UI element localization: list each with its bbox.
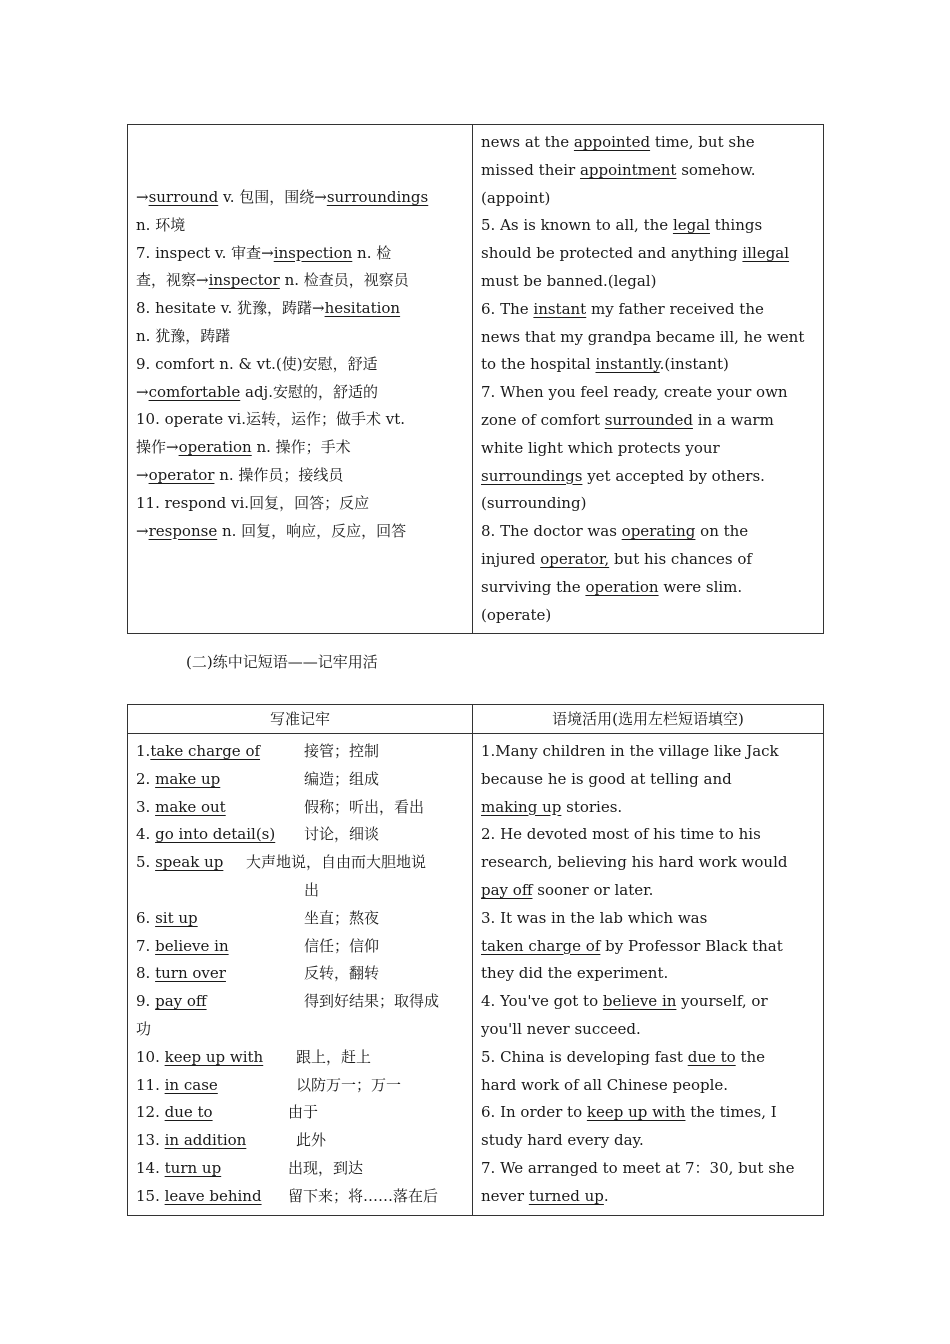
word-line: →response n. 回复，响应，反应，回答 bbox=[136, 521, 407, 540]
sentence-line: 5. As is known to all, the legal things bbox=[481, 216, 763, 235]
sentence-line: 7. When you feel ready, create your own bbox=[481, 383, 788, 402]
word-line: 10. operate vi.运转，运作；做手术 vt. bbox=[136, 410, 405, 429]
header-left: 写准记牢 bbox=[128, 705, 473, 734]
sentence-line: 6. The instant my father received the bbox=[481, 299, 764, 318]
word-line: 8. hesitate v. 犹豫，踌躇→hesitation bbox=[136, 299, 401, 318]
sentence-line: taken charge of by Professor Black that bbox=[481, 936, 783, 955]
sentence-line: (appoint) bbox=[481, 188, 551, 207]
phrase-column bbox=[128, 734, 473, 1216]
word-line: 查，视察→inspector n. 检查员，视察员 bbox=[136, 271, 409, 290]
phrase-item: 10. keep up with 跟上，赶上 bbox=[136, 1047, 372, 1066]
sentence-line: 5. China is developing fast due to the bbox=[481, 1047, 766, 1066]
vocabulary-table bbox=[127, 124, 824, 634]
phrase-item: 13. in addition 此外 bbox=[136, 1131, 327, 1150]
sentence-line: 6. In order to keep up with the times, I bbox=[481, 1103, 777, 1122]
phrase-item: 14. turn up 出现，到达 bbox=[136, 1158, 364, 1177]
phrase-item: 3. make out 假称；听出，看出 bbox=[136, 797, 425, 816]
phrase-table bbox=[127, 704, 824, 1216]
sentence-line: surviving the operation were slim. bbox=[481, 577, 743, 596]
word-line: →surround v. 包围，围绕→surroundings bbox=[136, 188, 429, 206]
sentence-line: zone of comfort surrounded in a warm bbox=[481, 410, 774, 429]
sentence-line: 2. He devoted most of his time to his bbox=[481, 825, 761, 844]
phrase-item: 出 bbox=[304, 880, 320, 899]
phrase-item: 15. leave behind 留下来；将……落在后 bbox=[136, 1186, 439, 1205]
word-line: →comfortable adj.安慰的，舒适的 bbox=[136, 382, 378, 401]
sentence-line: hard work of all Chinese people. bbox=[481, 1075, 729, 1094]
sentence-line: to the hospital instantly.(instant) bbox=[481, 355, 729, 374]
word-line: n. 环境 bbox=[136, 215, 186, 234]
header-right: 语境活用(选用左栏短语填空) bbox=[473, 705, 824, 734]
phrase-item: 4. go into detail(s) 讨论，细谈 bbox=[136, 825, 380, 844]
sentence-line: you'll never succeed. bbox=[481, 1019, 641, 1038]
sentence-line: must be banned.(legal) bbox=[481, 271, 657, 290]
sentence-line: pay off sooner or later. bbox=[481, 880, 654, 899]
sentence-line: surroundings yet accepted by others. bbox=[481, 466, 765, 485]
sentence-line: they did the experiment. bbox=[481, 964, 669, 983]
word-family-column bbox=[128, 125, 473, 634]
sentence-line: missed their appointment somehow. bbox=[481, 160, 756, 179]
sentence-line: study hard every day. bbox=[481, 1131, 644, 1150]
section-heading: (二)练中记短语——记牢用活 bbox=[186, 653, 378, 671]
sentence-line: 7. We arranged to meet at 7：30, but she bbox=[481, 1158, 795, 1177]
sentence-line: 1.Many children in the village like Jack bbox=[481, 742, 779, 760]
word-line: n. 犹豫，踌躇 bbox=[136, 326, 231, 345]
phrase-item: 11. in case 以防万一；万一 bbox=[136, 1075, 402, 1094]
context-column bbox=[473, 734, 824, 1216]
word-line: →operator n. 操作员；接线员 bbox=[136, 465, 344, 484]
phrase-item: 1.take charge of 接管；控制 bbox=[136, 742, 380, 760]
word-line: 操作→operation n. 操作；手术 bbox=[136, 438, 351, 457]
sentence-line: making up stories. bbox=[481, 797, 623, 816]
sentence-line: 8. The doctor was operating on the bbox=[481, 522, 749, 541]
phrase-item: 7. believe in 信任；信仰 bbox=[136, 936, 380, 955]
word-line: 11. respond vi.回复，回答；反应 bbox=[136, 493, 370, 512]
phrase-item: 2. make up 编造；组成 bbox=[136, 769, 380, 788]
sentence-line: 4. You've got to believe in yourself, or bbox=[481, 992, 768, 1011]
phrase-item: 6. sit up 坐直；熬夜 bbox=[136, 908, 380, 927]
sentence-line: because he is good at telling and bbox=[481, 769, 732, 788]
sentence-line: should be protected and anything illegal bbox=[481, 244, 790, 263]
phrase-item: 9. pay off 得到好结果；取得成 bbox=[136, 992, 440, 1011]
sentence-line: injured operator, but his chances of bbox=[481, 549, 752, 568]
word-line: 9. comfort n. & vt.(使)安慰，舒适 bbox=[136, 354, 378, 373]
sentence-line: never turned up. bbox=[481, 1186, 609, 1205]
sentence-line: research, believing his hard work would bbox=[481, 853, 788, 872]
phrase-item: 功 bbox=[136, 1019, 152, 1038]
sentence-line: (operate) bbox=[481, 605, 552, 624]
phrase-item: 12. due to 由于 bbox=[136, 1103, 319, 1122]
sentence-line: news at the appointed time, but she bbox=[481, 133, 755, 151]
sentence-line: news that my grandpa became ill, he went bbox=[481, 327, 805, 346]
phrase-item: 8. turn over 反转，翻转 bbox=[136, 964, 380, 983]
sentence-line: 3. It was in the lab which was bbox=[481, 908, 708, 927]
word-line: 7. inspect v. 审查→inspection n. 检 bbox=[136, 243, 392, 262]
usage-column bbox=[473, 125, 824, 634]
phrase-item: 5. speak up 大声地说，自由而大胆地说 bbox=[136, 853, 427, 872]
blank-space bbox=[136, 129, 464, 184]
sentence-line: (surrounding) bbox=[481, 494, 587, 513]
sentence-line: white light which protects your bbox=[481, 438, 720, 457]
